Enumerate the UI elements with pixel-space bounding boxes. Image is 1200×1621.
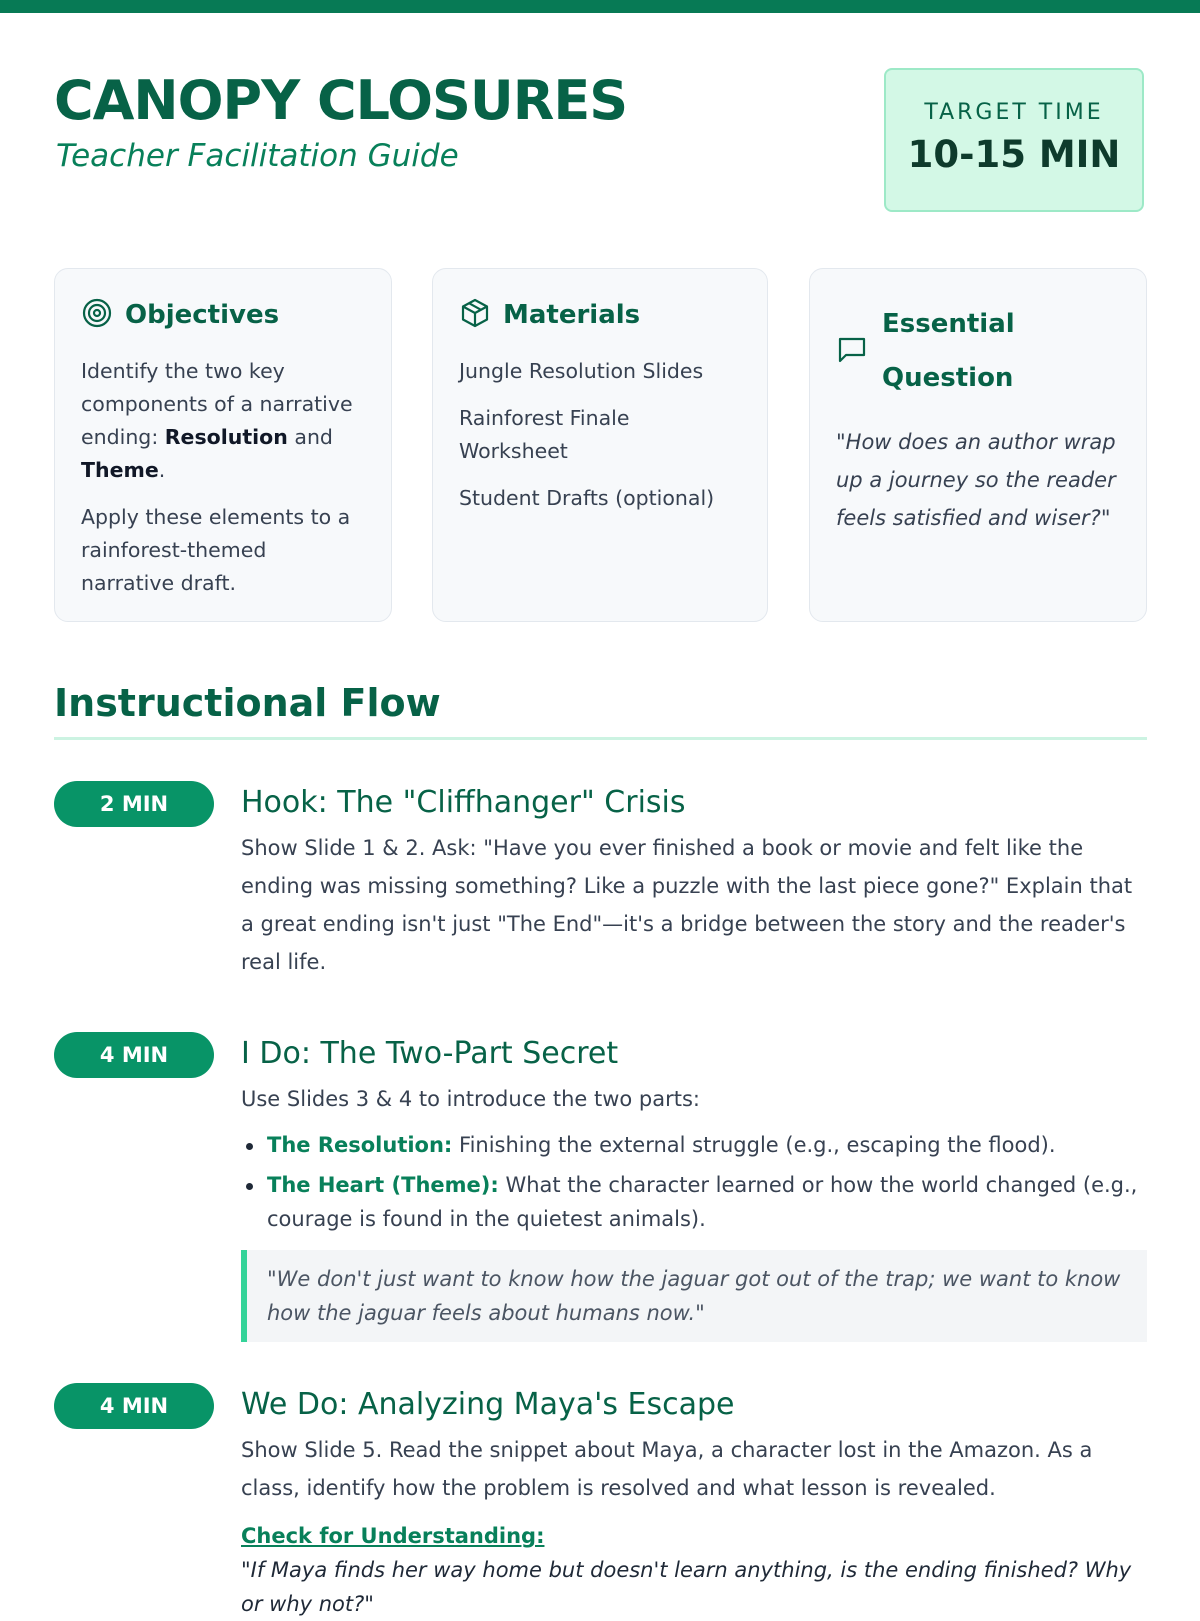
objectives-title: Objectives (125, 300, 280, 330)
essential-question-header (836, 297, 1120, 405)
section-heading: Instructional Flow (54, 681, 441, 725)
step-title: Hook: The "Cliffhanger" Crisis (241, 785, 686, 820)
box-icon (459, 297, 491, 333)
essential-question-quote: "How does an author wrap up a journey so the reader feels satisfied and wiser?" (836, 430, 1116, 530)
term-resolution: Resolution (164, 425, 288, 449)
step-body (241, 783, 1147, 981)
objectives-text-2: Apply these elements to a rainforest-themed narrative draft. (81, 505, 351, 595)
target-time-label: TARGET TIME (924, 100, 1104, 125)
bullet-desc: What the character learned or how the world changed (e.g., courage is found in the quietest animals). (267, 1173, 1138, 1231)
check-for-understanding-label: Check for Understanding: (241, 1524, 545, 1548)
materials-header (459, 297, 741, 333)
bullet-term: The Resolution: (267, 1133, 453, 1157)
page-subtitle: Teacher Facilitation Guide (56, 138, 459, 174)
essential-question-card (809, 268, 1147, 622)
materials-card (432, 268, 768, 622)
step-title: I Do: The Two-Part Secret (241, 1036, 619, 1071)
materials-item: Rainforest Finale Worksheet (459, 406, 630, 463)
term-theme: Theme (81, 458, 159, 482)
duration-badge: 4 MIN (54, 1032, 214, 1078)
bullet-desc: Finishing the external struggle (e.g., escaping the flood). (452, 1133, 1056, 1157)
materials-item: Student Drafts (optional) (459, 486, 715, 510)
step-text: Show Slide 1 & 2. Ask: "Have you ever finished a book or movie and felt like the ending was missing something? Like a puzzle with the last piece gone?" Explain that a great ending isn't just "The End"—it's a bridge between the story and the reader's real life. (241, 836, 1133, 974)
target-icon (81, 297, 113, 333)
list-item (267, 1168, 1147, 1236)
duration-badge: 2 MIN (54, 781, 214, 827)
step-bullet-list (241, 1128, 1147, 1236)
step-body (241, 1034, 1147, 1342)
section-divider (54, 737, 1147, 740)
message-square-icon (836, 333, 868, 369)
materials-item: Jungle Resolution Slides (459, 359, 704, 383)
objectives-card (54, 268, 392, 622)
example-quote-callout: "We don't just want to know how the jaguar got out of the trap; we want to know how the jaguar feels about humans now." (241, 1250, 1147, 1342)
step-body (241, 1385, 1147, 1621)
step-text: Use Slides 3 & 4 to introduce the two parts: (241, 1087, 700, 1111)
step-text: Show Slide 5. Read the snippet about Maya, a character lost in the Amazon. As a class, identify how the problem is resolved and what lesson is revealed. (241, 1438, 1093, 1500)
objectives-text-1: Identify the two key components of a narrative ending: Resolution and Theme. (81, 359, 353, 482)
top-accent-bar (0, 0, 1200, 13)
target-time-box (884, 68, 1144, 212)
list-item (267, 1128, 1147, 1162)
step-title: We Do: Analyzing Maya's Escape (241, 1387, 735, 1422)
bullet-term: The Heart (Theme): (267, 1173, 499, 1197)
duration-badge: 4 MIN (54, 1383, 214, 1429)
page-title: CANOPY CLOSURES (54, 69, 628, 132)
materials-title: Materials (503, 300, 641, 330)
target-time-value: 10-15 MIN (907, 133, 1121, 176)
essential-question-title: Essential Question (882, 309, 1015, 393)
objectives-header (81, 297, 365, 333)
check-for-understanding-question: "If Maya finds her way home but doesn't learn anything, is the ending finished? Why or why not?" (241, 1558, 1132, 1616)
